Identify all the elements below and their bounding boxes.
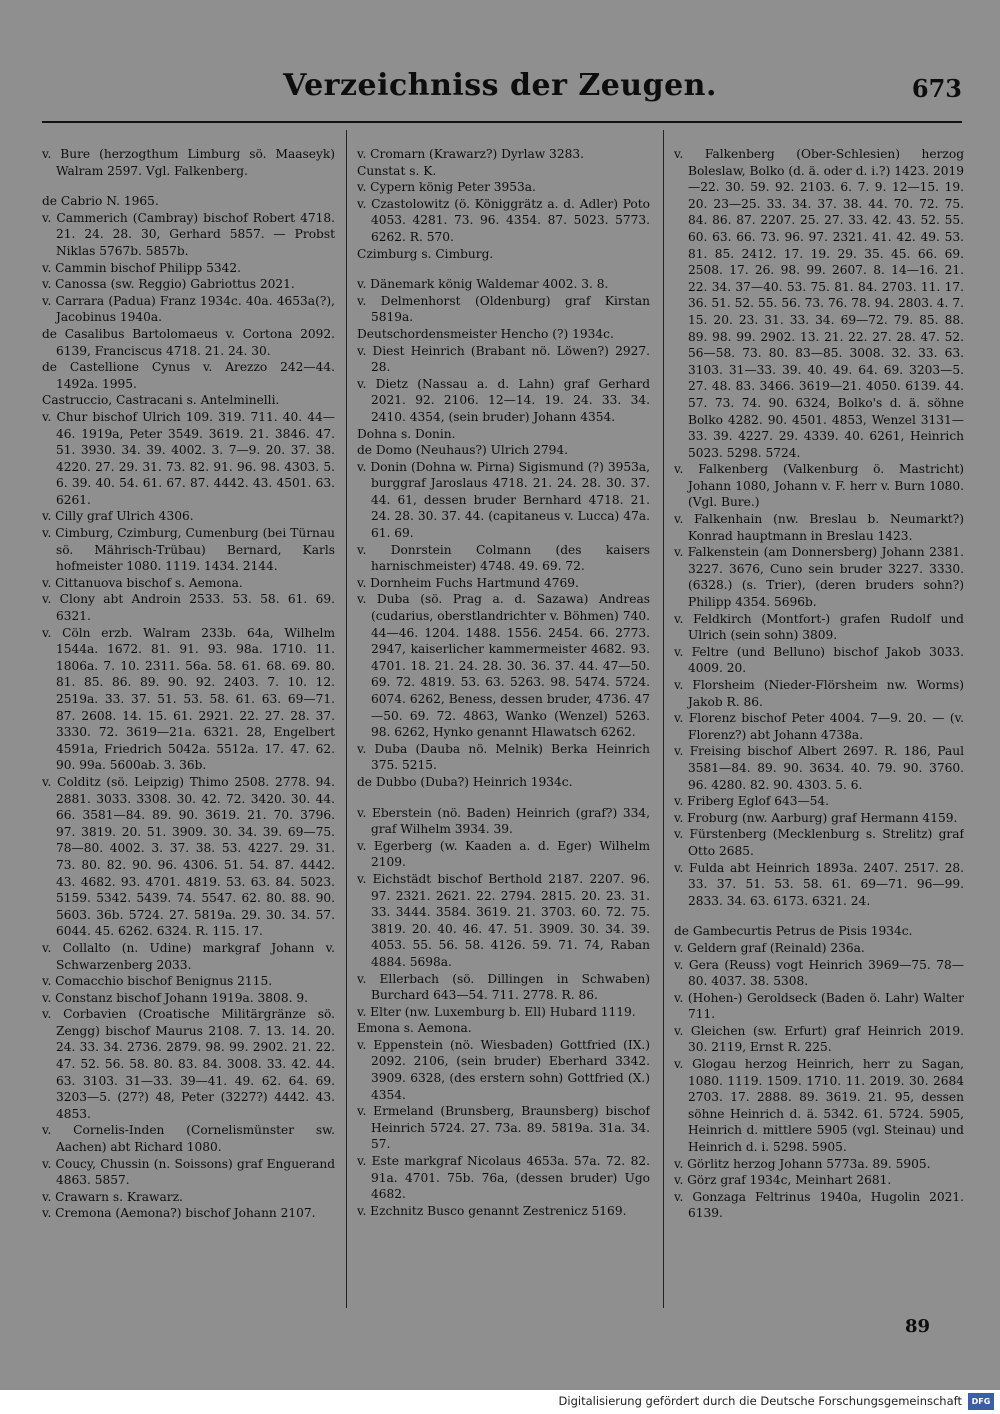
footer-bar [0, 1390, 1000, 1414]
index-entry: v. Czastolowitz (ö. Königgrätz a. d. Adler) Poto 4053. 4281. 73. 96. 4354. 87. 5023. 5773. 6262. R. 570. [357, 196, 650, 244]
index-entry: v. Florenz bischof Peter 4004. 7—9. 20. — (v. Florenz?) abt Johann 4738a. [674, 711, 964, 742]
signature-mark: 89 [904, 1316, 930, 1337]
section-gap [357, 791, 650, 805]
index-entry: v. Falkenberg (Valkenburg ö. Mastricht) Johann 1080, Johann v. F. herr v. Burn 1080. (Vgl. Bure.) [674, 462, 964, 510]
index-entry: v. Duba (sö. Prag a. d. Sazawa) Andreas (cudarius, oberstlandrichter v. Böhmen) 740. 44—46. 1204. 1488. 1556. 2454. 66. 2773. 2947, kaiserlicher kammermeister 4682. 93. 4701. 18. 21. 24. 28. 30. 36. 37. 44. 47—50. 69. 72. 4819. 53. 63. 5263. 98. 5474. 5724. 6074. 6262, Beness, dessen bruder, 4736. 47—50. 69. 72. 4863, Wanko (Wenzel) 5263. 98. 6262, Hynko genannt Hlawatsch 6262. [357, 592, 650, 740]
index-entry: de Casalibus Bartolomaeus v. Cortona 2092. 6139, Franciscus 4718. 21. 24. 30. [42, 326, 335, 358]
index-column-1 [42, 146, 335, 1308]
index-entry: v. Dornheim Fuchs Hartmund 4769. [357, 575, 579, 590]
index-entry: v. Florsheim (Nieder-Flörsheim nw. Worms) Jakob R. 86. [674, 678, 964, 709]
index-entry: v. (Hohen-) Geroldseck (Baden ö. Lahr) Walter 711. [674, 990, 964, 1022]
index-entry: v. Cammin bischof Philipp 5342. [42, 260, 241, 275]
index-entry: v. Canossa (sw. Reggio) Gabriottus 2021. [42, 277, 295, 292]
index-entry: v. Dänemark könig Waldemar 4002. 3. 8. [357, 277, 609, 292]
index-entry: v. Comacchio bischof Benignus 2115. [42, 974, 273, 989]
index-entry: v. Cilly graf Ulrich 4306. [42, 509, 194, 524]
index-entry: v. Egerberg (w. Kaaden a. d. Eger) Wilhelm 2109. [357, 838, 650, 870]
index-entry: v. Freising bischof Albert 2697. R. 186, Paul 3581—84. 89. 90. 3634. 40. 79. 90. 3760. 96. 4280. 82. 90. 4303. 5. 6. [674, 744, 964, 792]
index-entry: v. Cimburg, Czimburg, Cumenburg (bei Türnau sö. Mährisch-Trübau) Bernard, Karls hofmeister 1080. 1119. 1434. 2144. [42, 526, 335, 574]
index-entry: v. Cammerich (Cambray) bischof Robert 4718. 21. 24. 28. 30, Gerhard 5857. — Probst Niklas 5767b. 5857b. [42, 210, 335, 258]
index-column-3 [674, 146, 964, 1308]
index-entry: v. Eberstein (nö. Baden) Heinrich (graf?) 334, graf Wilhelm 3934. 39. [357, 805, 650, 837]
index-entry: v. Clony abt Androin 2533. 53. 58. 61. 69. 6321. [42, 592, 335, 624]
index-entry: v. Görz graf 1934c, Meinhart 2681. [674, 1173, 892, 1188]
index-entry: v. Collalto (n. Udine) markgraf Johann v. Schwarzenberg 2033. [42, 940, 335, 972]
page-number: 673 [911, 74, 962, 103]
index-entry: v. Fulda abt Heinrich 1893a. 2407. 2517. 28. 33. 37. 51. 53. 58. 61. 69—71. 96—99. 2833. 34. 63. 6173. 6321. 24. [674, 860, 964, 908]
index-entry: v. Diest Heinrich (Brabant nö. Löwen?) 2927. 28. [357, 343, 650, 375]
index-entry: Emona s. Aemona. [357, 1021, 472, 1036]
index-entry: v. Eppenstein (nö. Wiesbaden) Gottfried (IX.) 2092. 2106, (sein bruder) Eberhard 3342. 3909. 6328, (des erstern sohn) Gottfried (X.) 4354. [357, 1037, 650, 1102]
index-entry: v. Carrara (Padua) Franz 1934c. 40a. 4653a(?), Jacobinus 1940a. [42, 293, 335, 325]
section-gap [42, 179, 335, 193]
index-entry: v. Corbavien (Croatische Militärgränze sö. Zengg) bischof Maurus 2108. 7. 13. 14. 20. 24. 33. 34. 2736. 2879. 98. 99. 2902. 21. 22. 47. 52. 56. 58. 80. 83. 84. 3008. 33. 42. 44. 63. 3103. 31—33. 39—41. 49. 62. 64. 69. 3203—5. (27?) 48, Peter (3227?) 4442. 43. 4853. [42, 1007, 335, 1121]
index-entry: v. Falkenstein (am Donnersberg) Johann 2381. 3227. 3676, Cuno sein bruder 3227. 3330. (6328.) (s. Trier), (deren bruders sohn?) Philipp 4354. 5696b. [674, 545, 964, 610]
index-entry: de Castellione Cynus v. Arezzo 242—44. 1492a. 1995. [42, 360, 335, 391]
index-entry: Czimburg s. Cimburg. [357, 246, 494, 261]
index-entry: v. Donrstein Colmann (des kaisers harnischmeister) 4748. 49. 69. 72. [357, 542, 650, 574]
index-entry: v. Colditz (sö. Leipzig) Thimo 2508. 2778. 94. 2881. 3033. 3308. 30. 42. 72. 3420. 30. 44. 66. 3581—84. 89. 90. 3619. 21. 70. 3796. 97. 3819. 20. 51. 3909. 30. 34. 39. 69—75. 78—80. 4002. 3. 37. 38. 53. 4227. 29. 31. 73. 80. 82. 90. 96. 4306. 51. 54. 87. 4442. 43. 4682. 93. 4701. 4819. 53. 63. 84. 5023. 5159. 5342. 5439. 74. 5547. 62. 80. 88. 90. 5603. 36b. 5724. 27. 5819a. 29. 30. 34. 57. 6044. 45. 6262. 6324. R. 115. 17. [42, 774, 335, 939]
index-entry: v. Cittanuova bischof s. Aemona. [42, 575, 243, 590]
index-entry: de Dubbo (Duba?) Heinrich 1934c. [357, 774, 573, 789]
index-entry: de Domo (Neuhaus?) Ulrich 2794. [357, 443, 568, 458]
funding-notice: Digitalisierung gefördert durch die Deutsche Forschungsgemeinschaft [558, 1394, 962, 1408]
index-entry: v. Falkenberg (Ober-Schlesien) herzog Boleslaw, Bolko (d. ä. oder d. i.?) 1423. 2019—22. 30. 59. 92. 2103. 6. 7. 9. 12—15. 19. 20. 23—25. 33. 34. 37. 38. 44. 70. 72. 75. 84. 86. 87. 2207. 25. 27. 33. 42. 43. 52. 55. 60. 63. 66. 73. 96. 97. 2321. 41. 42. 49. 53. 81. 85. 2412. 17. 19. 29. 35. 45. 66. 69. 2508. 17. 26. 98. 99. 2607. 8. 14—16. 21. 22. 34. 37—40. 53. 75. 81. 84. 2703. 11. 17. 36. 51. 52. 55. 56. 73. 76. 78. 94. 2803. 4. 7. 15. 20. 23. 31. 33. 34. 69—72. 79. 85. 88. 89. 98. 99. 2902. 13. 21. 22. 27. 28. 47. 52. 56—58. 73. 80. 83—85. 3008. 32. 33. 63. 3103. 31—33. 39. 40. 49. 64. 69. 3203—5. 27. 48. 83. 3466. 3619—21. 4050. 6139. 44. 57. 73. 74. 90. 6324, Bolko's d. ä. söhne Bolko 4282. 90. 4501. 4853, Wenzel 3131—33. 39. 4227. 29. 4339. 40. 6261, Heinrich 5023. 5298. 5724. [674, 147, 964, 460]
index-entry: v. Friberg Eglof 643—54. [674, 794, 830, 809]
index-entry: v. Görlitz herzog Johann 5773a. 89. 5905. [674, 1156, 931, 1171]
index-entry: Cunstat s. K. [357, 163, 437, 178]
index-entry: v. Eichstädt bischof Berthold 2187. 2207. 96. 97. 2321. 2621. 22. 2794. 2815. 20. 23. 31. 33. 3444. 3584. 3619. 21. 3703. 60. 72. 75. 3819. 20. 40. 46. 47. 51. 3909. 30. 34. 39. 4053. 55. 56. 58. 4126. 59. 71. 74, Raban 4884. 5698a. [357, 871, 650, 969]
index-entry: v. Duba (Dauba nö. Melnik) Berka Heinrich 375. 5215. [357, 741, 650, 773]
index-entry: de Cabrio N. 1965. [42, 194, 159, 209]
index-entry: v. Coucy, Chussin (n. Soissons) graf Enguerand 4863. 5857. [42, 1156, 335, 1188]
index-entry: Castruccio, Castracani s. Antelminelli. [42, 393, 280, 408]
index-entry: v. Constanz bischof Johann 1919a. 3808. 9. [42, 990, 308, 1005]
index-entry: v. Geldern graf (Reinald) 236a. [674, 940, 865, 955]
index-entry: v. Gonzaga Feltrinus 1940a, Hugolin 2021. 6139. [674, 1189, 964, 1221]
index-entry: v. Dietz (Nassau a. d. Lahn) graf Gerhard 2021. 92. 2106. 12—14. 19. 24. 33. 34. 2410. 4354, (sein bruder) Johann 4354. [357, 376, 650, 424]
index-entry: v. Falkenhain (nw. Breslau b. Neumarkt?) Konrad hauptmann in Breslau 1423. [674, 512, 964, 543]
index-entry: v. Ermeland (Brunsberg, Braunsberg) bischof Heinrich 5724. 27. 73a. 89. 5819a. 31a. 34. 57. [357, 1104, 650, 1152]
index-entry: Dohna s. Donin. [357, 426, 456, 441]
column-divider-left [346, 130, 347, 1308]
index-entry: v. Glogau herzog Heinrich, herr zu Sagan, 1080. 1119. 1509. 1710. 11. 2019. 30. 2684 2703. 17. 2888. 89. 3619. 21. 95, dessen söhne Heinrich d. ä. 5342. 61. 5724. 5905, Heinrich d. mittlere 5905 (vgl. Steinau) und Heinrich d. i. 5298. 5905. [674, 1057, 964, 1155]
index-entry: v. Cypern könig Peter 3953a. [357, 180, 536, 195]
section-gap [357, 262, 650, 276]
index-entry: v. Donin (Dohna w. Pirna) Sigismund (?) 3953a, burggraf Jaroslaus 4718. 21. 24. 28. 30. 37. 44. 61, dessen bruder Bernhard 4718. 21. 24. 28. 30. 37. 44. (capitaneus v. Lucca) 47a. 61. 69. [357, 459, 650, 541]
index-column-2 [357, 146, 650, 1308]
index-entry: v. Ezchnitz Busco genannt Zestrenicz 5169. [357, 1203, 627, 1218]
index-entry: v. Fürstenberg (Mecklenburg s. Strelitz) graf Otto 2685. [674, 827, 964, 858]
index-entry: v. Cremona (Aemona?) bischof Johann 2107. [42, 1206, 316, 1221]
index-entry: v. Cöln erzb. Walram 233b. 64a, Wilhelm 1544a. 1672. 81. 91. 93. 98a. 1710. 11. 1806a. 7. 10. 2311. 56a. 58. 61. 68. 69. 80. 81. 85. 86. 89. 90. 92. 2403. 7. 10. 12. 2519a. 33. 37. 51. 53. 58. 61. 63. 69—71. 87. 2608. 14. 15. 61. 2921. 22. 27. 28. 37. 3330. 72. 3619—21a. 6321. 28, Engelbert 4591a, Friedrich 5042a. 5512a. 17. 47. 62. 90. 99a. 5600ab. 3. 36b. [42, 625, 335, 773]
index-entry: v. Elter (nw. Luxemburg b. Ell) Hubard 1119. [357, 1004, 636, 1019]
index-entry: v. Feltre (und Belluno) bischof Jakob 3033. 4009. 20. [674, 644, 964, 676]
dfg-logo-icon: DFG [968, 1393, 994, 1410]
index-entry: v. Este markgraf Nicolaus 4653a. 57a. 72. 82. 91a. 4701. 75b. 76a, (dessen bruder) Ugo 4682. [357, 1154, 650, 1202]
index-entry: v. Bure (herzogthum Limburg sö. Maaseyk) Walram 2597. Vgl. Falkenberg. [42, 147, 335, 178]
index-entry: v. Feldkirch (Montfort-) grafen Rudolf und Ulrich (sein sohn) 3809. [674, 611, 964, 643]
index-entry: de Gambecurtis Petrus de Pisis 1934c. [674, 924, 913, 939]
index-entry: v. Cornelis-Inden (Cornelismünster sw. Aachen) abt Richard 1080. [42, 1123, 335, 1155]
index-entry: v. Froburg (nw. Aarburg) graf Hermann 4159. [674, 810, 958, 825]
index-entry: v. Crawarn s. Krawarz. [42, 1189, 183, 1204]
index-entry: v. Ellerbach (sö. Dillingen in Schwaben) Burchard 643—54. 711. 2778. R. 86. [357, 971, 650, 1003]
section-gap [674, 909, 964, 923]
index-entry: v. Cromarn (Krawarz?) Dyrlaw 3283. [357, 147, 584, 161]
index-entry: v. Delmenhorst (Oldenburg) graf Kirstan 5819a. [357, 293, 650, 325]
index-entry: v. Gleichen (sw. Erfurt) graf Heinrich 2019. 30. 2119, Ernst R. 225. [674, 1023, 964, 1055]
header-rule [42, 121, 962, 123]
index-entry: Deutschordensmeister Hencho (?) 1934c. [357, 326, 614, 341]
column-divider-right [663, 130, 664, 1308]
index-entry: v. Gera (Reuss) vogt Heinrich 3969—75. 78—80. 4037. 38. 5308. [674, 957, 964, 989]
page-title: Verzeichniss der Zeugen. [283, 68, 717, 103]
index-entry: v. Chur bischof Ulrich 109. 319. 711. 40. 44—46. 1919a, Peter 3549. 3619. 21. 3846. 47. 51. 3930. 34. 39. 4002. 3. 7—9. 20. 37. 38. 4220. 27. 29. 31. 73. 82. 91. 96. 98. 4303. 5. 6. 39. 40. 54. 61. 67. 87. 4442. 43. 4501. 63. 6261. [42, 409, 335, 507]
